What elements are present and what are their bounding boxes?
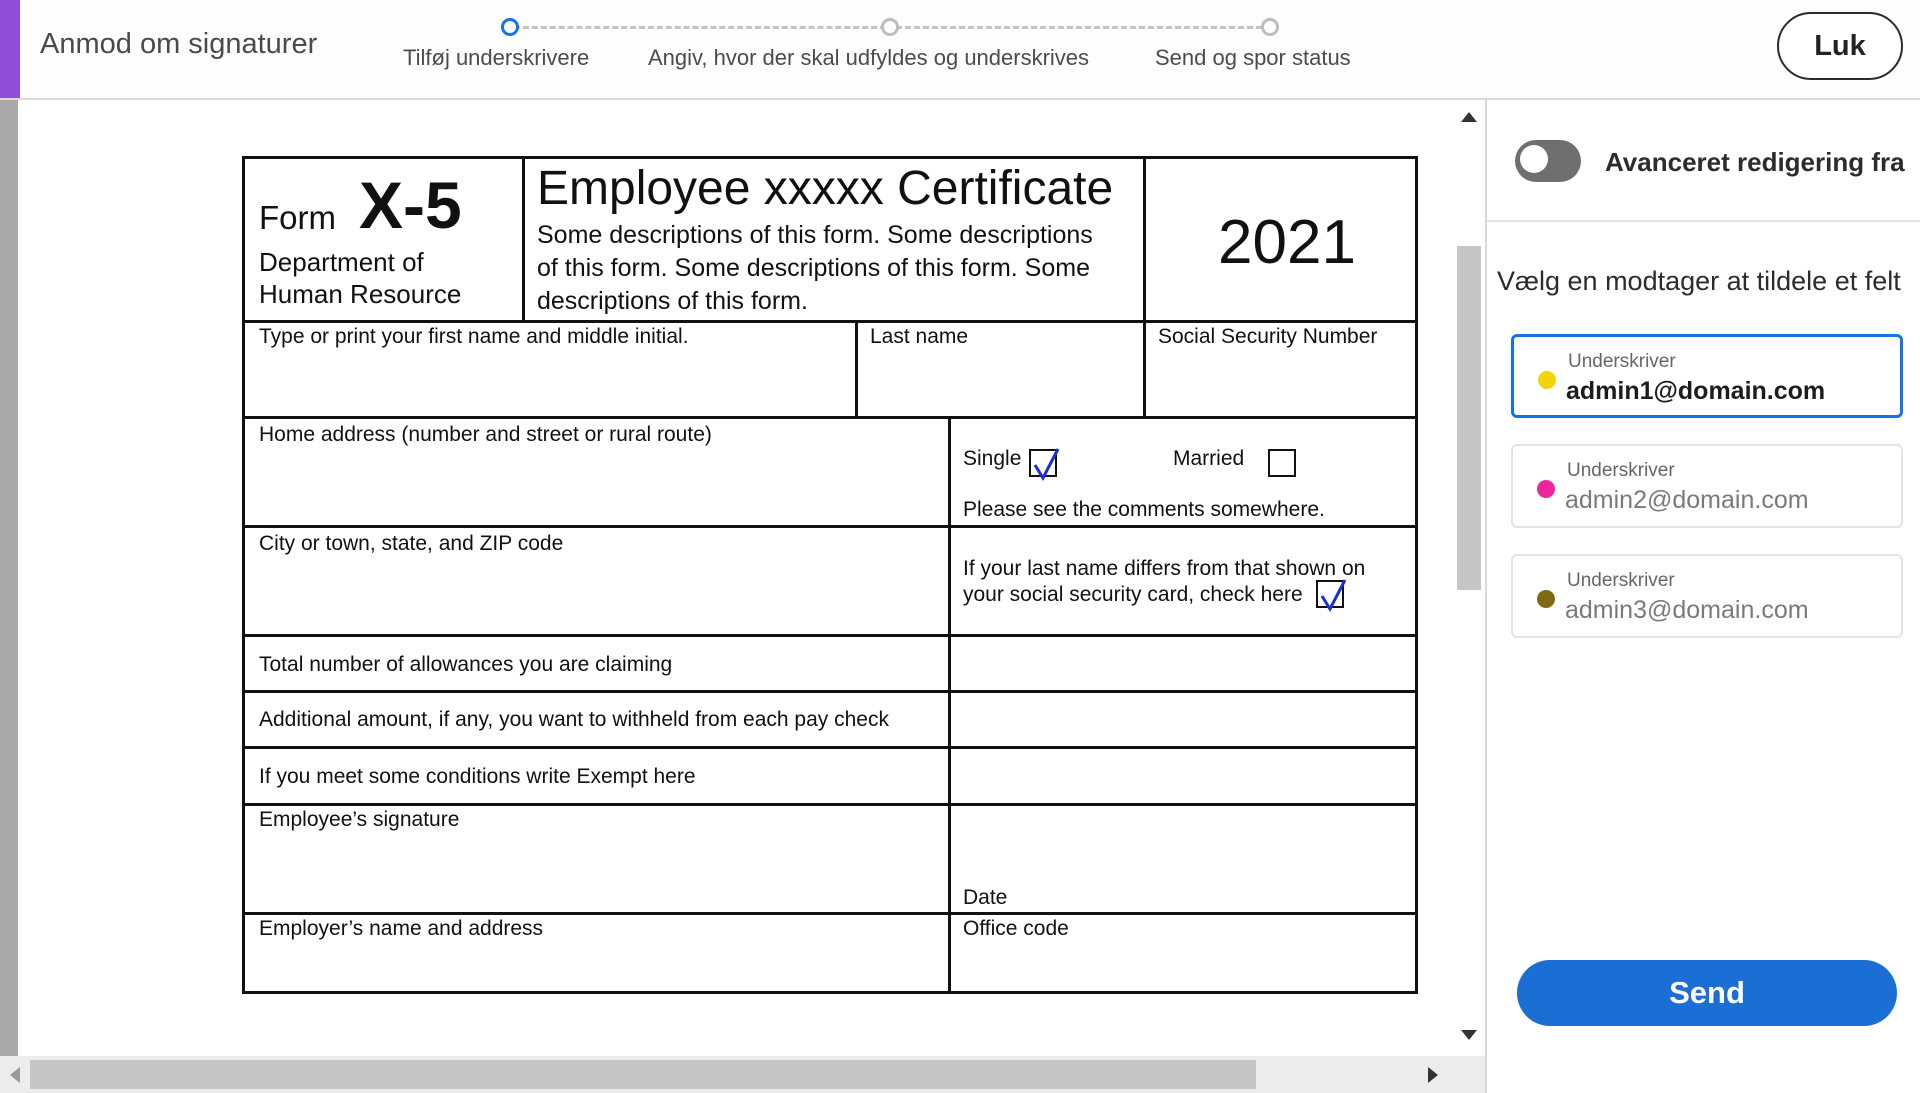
panel-divider <box>1487 220 1920 222</box>
form-title: Employee xxxxx Certificate <box>537 162 1114 215</box>
assign-recipient-heading: Vælg en modtager at tildele et felt <box>1497 266 1901 296</box>
document-viewer[interactable] <box>18 100 1455 1056</box>
city-field[interactable] <box>245 525 948 634</box>
recipient-email: admin2@domain.com <box>1565 486 1809 514</box>
recipient-role: Underskriver <box>1568 351 1676 372</box>
recipient-card-1[interactable] <box>1511 334 1903 418</box>
toggle-knob <box>1520 145 1548 173</box>
scroll-down-arrow-icon[interactable] <box>1461 1030 1477 1040</box>
step-connector <box>896 26 1262 29</box>
horizontal-scrollbar[interactable] <box>0 1056 1485 1093</box>
single-label: Single <box>963 447 1022 470</box>
form-year: 2021 <box>1218 208 1356 277</box>
department-line2: Human Resource <box>259 279 462 309</box>
form-id-cell <box>245 159 522 320</box>
step-connector <box>514 26 886 29</box>
advanced-editing-toggle[interactable] <box>1515 140 1581 182</box>
step-2-label[interactable]: Angiv, hvor der skal udfyldes og underskrives <box>648 45 1090 70</box>
home-address-field[interactable] <box>245 416 948 525</box>
horizontal-scroll-thumb[interactable] <box>30 1060 1256 1089</box>
recipient-role: Underskriver <box>1567 460 1675 481</box>
single-checkbox[interactable] <box>1029 449 1057 477</box>
step-3-label[interactable]: Send og spor status <box>1155 45 1351 70</box>
home-address-label: Home address (number and street or rural route) <box>259 423 712 446</box>
step-1-indicator-icon <box>501 18 519 36</box>
form-title-cell <box>522 159 1143 320</box>
ssn-field[interactable] <box>1143 320 1415 416</box>
signature-label: Employee’s signature <box>259 808 460 831</box>
additional-amount-field[interactable] <box>948 690 1415 746</box>
progress-steps <box>0 0 1400 98</box>
vertical-scrollbar[interactable] <box>1455 100 1483 1056</box>
app-title: Anmod om signaturer <box>40 28 318 60</box>
recipient-email: admin1@domain.com <box>1566 377 1826 405</box>
city-label: City or town, state, and ZIP code <box>259 532 564 555</box>
scroll-up-arrow-icon[interactable] <box>1461 112 1477 122</box>
send-button[interactable]: Send <box>1517 960 1897 1026</box>
step-1-label[interactable]: Tilføj underskrivere <box>403 45 590 70</box>
additional-amount-row <box>245 690 948 746</box>
form-word: Form <box>259 199 336 236</box>
employer-field[interactable] <box>245 912 948 991</box>
marital-status-cell <box>948 416 1415 525</box>
additional-amount-label: Additional amount, if any, you want to withheld from each pay check <box>259 708 889 731</box>
top-bar <box>0 0 1920 100</box>
recipient-card-2[interactable] <box>1511 444 1903 528</box>
married-label: Married <box>1173 447 1245 470</box>
date-field[interactable] <box>948 803 1415 912</box>
signature-field[interactable] <box>245 803 948 912</box>
form-description-line2: of this form. Some descriptions of this form. Some <box>537 254 1090 282</box>
last-name-field[interactable] <box>855 320 1143 416</box>
ssn-label: Social Security Number <box>1158 325 1378 348</box>
step-2-indicator-icon <box>881 18 899 36</box>
exempt-row <box>245 746 948 803</box>
advanced-editing-label: Avanceret redigering fra <box>1605 147 1905 177</box>
date-label: Date <box>963 886 1008 909</box>
vertical-scroll-thumb[interactable] <box>1457 246 1481 590</box>
form-description-line3: descriptions of this form. <box>537 287 808 315</box>
form-number: X-5 <box>359 168 462 242</box>
married-checkbox[interactable] <box>1268 449 1296 477</box>
exempt-label: If you meet some conditions write Exempt here <box>259 765 696 788</box>
scroll-right-arrow-icon[interactable] <box>1428 1067 1438 1083</box>
recipients-panel <box>1485 100 1920 1093</box>
name-differs-cell <box>948 525 1415 634</box>
name-differs-checkbox[interactable] <box>1316 580 1344 608</box>
exempt-field[interactable] <box>948 746 1415 803</box>
office-code-field[interactable] <box>948 912 1415 991</box>
viewer-left-edge <box>0 100 18 1060</box>
recipient-color-dot-icon <box>1537 590 1555 608</box>
step-3-indicator-icon <box>1261 18 1279 36</box>
recipient-email: admin3@domain.com <box>1565 596 1809 624</box>
office-code-label: Office code <box>963 917 1069 940</box>
name-differs-line1: If your last name differs from that shown on <box>963 557 1366 580</box>
allowances-label: Total number of allowances you are claiming <box>259 653 673 676</box>
recipient-role: Underskriver <box>1567 570 1675 591</box>
form-description-line1: Some descriptions of this form. Some descriptions <box>537 221 1093 249</box>
scroll-left-arrow-icon[interactable] <box>10 1067 20 1083</box>
form-page <box>242 156 1418 994</box>
recipient-card-3[interactable] <box>1511 554 1903 638</box>
last-name-label: Last name <box>870 325 969 348</box>
employer-label: Employer’s name and address <box>259 917 544 940</box>
allowances-field[interactable] <box>948 634 1415 690</box>
recipient-color-dot-icon <box>1538 371 1556 389</box>
name-differs-line2: your social security card, check here <box>963 583 1303 606</box>
comments-note: Please see the comments somewhere. <box>963 498 1325 521</box>
first-name-label: Type or print your first name and middle initial. <box>259 325 689 348</box>
close-button[interactable]: Luk <box>1777 12 1903 80</box>
allowances-row <box>245 634 948 690</box>
recipient-color-dot-icon <box>1537 480 1555 498</box>
department-line1: Department of <box>259 247 424 277</box>
first-name-field[interactable] <box>245 320 855 416</box>
form-year-cell <box>1143 159 1415 320</box>
